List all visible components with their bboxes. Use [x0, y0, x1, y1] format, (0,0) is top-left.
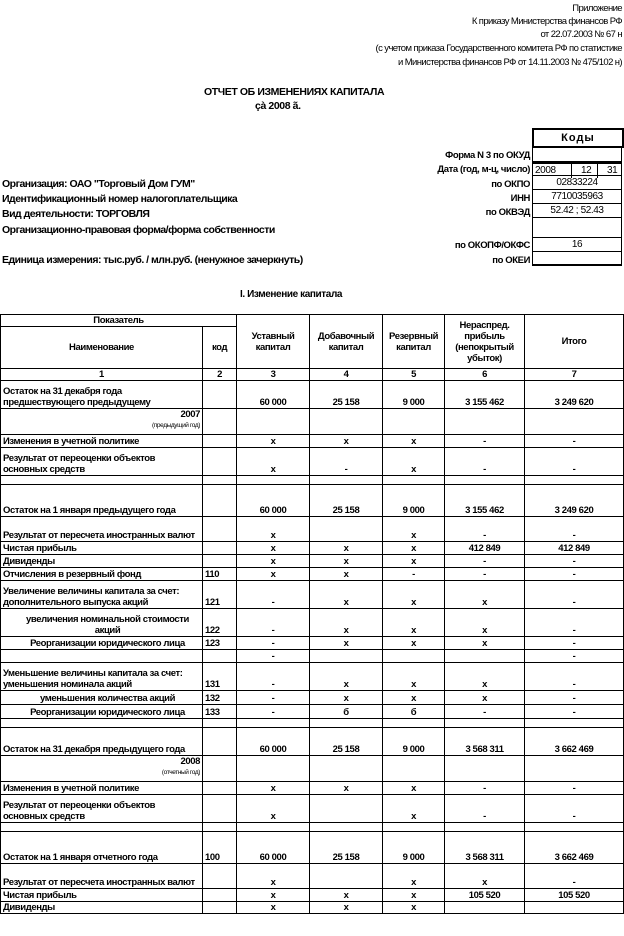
row-value: х — [310, 555, 383, 568]
row-code — [203, 650, 237, 663]
row-value: х — [237, 795, 310, 823]
row-value: х — [383, 864, 445, 889]
row-value: 60 000 — [237, 728, 310, 756]
row-value: 60 000 — [237, 381, 310, 409]
row-name: Чистая прибыль — [1, 889, 203, 902]
row-value — [525, 719, 624, 728]
table-row — [1, 581, 624, 609]
row-value — [237, 756, 310, 782]
row-value — [383, 756, 445, 782]
row-value — [383, 719, 445, 728]
org-unit: Единица измерения: тыс.руб. / млн.руб. (ненужное зачеркнуть) — [2, 254, 303, 266]
row-value: 9 000 — [383, 728, 445, 756]
table-row — [1, 691, 624, 705]
label-okud: Форма N 3 по ОКУД — [445, 150, 530, 161]
row-code: 131 — [203, 663, 237, 691]
org-name: Организация: ОАО "Торговый Дом ГУМ" — [2, 178, 195, 190]
row-value: х — [383, 691, 445, 705]
row-code — [203, 435, 237, 448]
codes-box — [532, 128, 622, 268]
row-value — [525, 409, 624, 435]
row-value — [237, 823, 310, 832]
row-value: - — [525, 691, 624, 705]
row-value: х — [237, 555, 310, 568]
row-value: х — [310, 691, 383, 705]
row-value: - — [237, 609, 310, 637]
row-name — [1, 650, 203, 663]
row-value: х — [310, 609, 383, 637]
row-value: 3 568 311 — [445, 832, 525, 864]
row-code — [203, 782, 237, 795]
row-code — [203, 381, 237, 409]
row-name: Дивиденды — [1, 555, 203, 568]
code-date — [532, 162, 622, 176]
row-code — [203, 409, 237, 435]
col-header-code: код — [203, 327, 237, 369]
appendix-line-3: от 22.07.2003 № 67 н — [540, 29, 622, 40]
table-row — [1, 517, 624, 542]
org-tax-id-label: Идентификационный номер налогоплательщика — [2, 193, 238, 205]
row-value: х — [237, 568, 310, 581]
appendix-line-4: (с учетом приказа Государственного комитета РФ по статистике — [375, 43, 622, 54]
group-header: Показатель — [1, 315, 237, 327]
row-value — [310, 517, 383, 542]
row-value: 3 662 469 — [525, 832, 624, 864]
row-code: 123 — [203, 637, 237, 650]
row-value — [445, 476, 525, 485]
row-name: Дивиденды — [1, 902, 203, 914]
table-row — [1, 756, 624, 782]
row-code — [203, 555, 237, 568]
row-value: - — [525, 435, 624, 448]
row-value: - — [445, 517, 525, 542]
capital-changes-table — [0, 314, 624, 914]
row-value — [445, 719, 525, 728]
row-value: х — [237, 902, 310, 914]
row-name: Остаток на 31 декабря предыдущего года — [1, 728, 203, 756]
row-code: 121 — [203, 581, 237, 609]
row-value — [310, 476, 383, 485]
table-row — [1, 476, 624, 485]
table-row — [1, 609, 624, 637]
row-value: 9 000 — [383, 381, 445, 409]
row-value: - — [525, 650, 624, 663]
row-name — [1, 719, 203, 728]
row-name — [1, 409, 203, 435]
row-value: х — [237, 448, 310, 476]
row-value: - — [383, 568, 445, 581]
row-code — [203, 795, 237, 823]
label-okpo: по ОКПО — [491, 179, 530, 190]
row-value: - — [445, 795, 525, 823]
report-period: çà 2008 ã. — [255, 100, 301, 112]
row-value: х — [310, 889, 383, 902]
row-name: Результат от пересчета иностранных валют — [1, 864, 203, 889]
row-name — [1, 756, 203, 782]
table-row — [1, 782, 624, 795]
col-number: 3 — [237, 369, 310, 381]
row-value: - — [525, 782, 624, 795]
org-activity: Вид деятельности: ТОРГОВЛЯ — [2, 208, 150, 220]
table-row — [1, 663, 624, 691]
row-name: уменьшения количества акций — [1, 691, 203, 705]
row-value: 412 849 — [445, 542, 525, 555]
report-title: ОТЧЕТ ОБ ИЗМЕНЕНИЯХ КАПИТАЛА — [204, 86, 385, 98]
table-row — [1, 823, 624, 832]
row-value: х — [383, 782, 445, 795]
row-value: - — [445, 568, 525, 581]
col-number: 6 — [445, 369, 525, 381]
row-value: - — [237, 705, 310, 719]
row-value — [525, 476, 624, 485]
row-value — [525, 756, 624, 782]
table-row — [1, 381, 624, 409]
row-code — [203, 542, 237, 555]
date-year: 2008 — [535, 165, 556, 176]
col-header-additional: Добавочный капитал — [310, 315, 383, 369]
row-value: - — [445, 435, 525, 448]
table-row — [1, 568, 624, 581]
row-value: х — [383, 555, 445, 568]
year-label: 2007 — [180, 409, 200, 420]
label-inn: ИНН — [510, 193, 530, 204]
row-code — [203, 448, 237, 476]
date-month: 12 — [581, 165, 592, 176]
row-name: Реорганизации юридического лица — [1, 637, 203, 650]
codes-header: Коды — [532, 128, 624, 148]
row-name: Изменения в учетной политике — [1, 435, 203, 448]
col-number: 1 — [1, 369, 203, 381]
table-row — [1, 705, 624, 719]
row-name: Результат от переоценки объектов основных средств — [1, 448, 203, 476]
label-okei: по ОКЕИ — [492, 255, 530, 266]
row-value: 60 000 — [237, 832, 310, 864]
row-code: 110 — [203, 568, 237, 581]
row-value: х — [383, 637, 445, 650]
row-value — [310, 409, 383, 435]
year-sublabel: (отчетный год) — [161, 769, 200, 776]
table-row — [1, 728, 624, 756]
row-value: - — [445, 782, 525, 795]
row-value: 3 155 462 — [445, 485, 525, 517]
row-value: - — [445, 705, 525, 719]
row-value: х — [383, 663, 445, 691]
row-value: х — [383, 795, 445, 823]
col-header-reserve: Резервный капитал — [383, 315, 445, 369]
row-value: - — [237, 663, 310, 691]
table-row — [1, 889, 624, 902]
row-value — [237, 409, 310, 435]
row-value: - — [445, 555, 525, 568]
row-value: б — [383, 705, 445, 719]
row-value: - — [525, 568, 624, 581]
table-row — [1, 409, 624, 435]
table-row — [1, 542, 624, 555]
date-day: 31 — [607, 165, 618, 176]
row-code: 132 — [203, 691, 237, 705]
row-value — [310, 795, 383, 823]
row-value: - — [525, 517, 624, 542]
row-name: Отчисления в резервный фонд — [1, 568, 203, 581]
row-code — [203, 864, 237, 889]
year-label: 2008 — [180, 756, 200, 767]
row-value: х — [310, 542, 383, 555]
row-value: - — [310, 448, 383, 476]
row-value: х — [383, 542, 445, 555]
col-number-row — [1, 369, 624, 381]
row-value: - — [237, 581, 310, 609]
row-value: 105 520 — [445, 889, 525, 902]
row-value: 412 849 — [525, 542, 624, 555]
row-value — [445, 823, 525, 832]
row-value — [310, 823, 383, 832]
row-value: х — [445, 864, 525, 889]
row-value: 25 158 — [310, 485, 383, 517]
code-blank — [532, 218, 622, 238]
code-form — [532, 148, 622, 162]
year-sublabel: (предыдущий год) — [152, 422, 200, 429]
table-row — [1, 902, 624, 914]
row-value: - — [525, 448, 624, 476]
row-value — [310, 756, 383, 782]
row-value: 105 520 — [525, 889, 624, 902]
row-code — [203, 889, 237, 902]
row-name: Остаток на 1 января предыдущего года — [1, 485, 203, 517]
row-value: х — [310, 568, 383, 581]
col-number: 2 — [203, 369, 237, 381]
row-code — [203, 517, 237, 542]
row-value — [383, 823, 445, 832]
row-value: 3 249 620 — [525, 381, 624, 409]
row-value: х — [237, 435, 310, 448]
row-name: Остаток на 1 января отчетного года — [1, 832, 203, 864]
row-value: х — [383, 517, 445, 542]
row-value: - — [525, 864, 624, 889]
row-code — [203, 756, 237, 782]
row-value: х — [383, 435, 445, 448]
row-value: х — [383, 609, 445, 637]
row-value: 3 249 620 — [525, 485, 624, 517]
col-header-name: Наименование — [1, 327, 203, 369]
row-value — [445, 902, 525, 914]
row-value: - — [525, 555, 624, 568]
row-value — [310, 864, 383, 889]
row-value — [310, 719, 383, 728]
row-value: - — [237, 650, 310, 663]
table-row — [1, 448, 624, 476]
row-value: х — [445, 637, 525, 650]
row-value: - — [525, 581, 624, 609]
appendix-line-5: и Министерства финансов РФ от 14.11.2003 № 475/102 н) — [397, 57, 622, 68]
table-row — [1, 650, 624, 663]
row-code — [203, 728, 237, 756]
row-name: Изменения в учетной политике — [1, 782, 203, 795]
code-okved: 52.42 ; 52.43 — [532, 204, 622, 218]
row-name: увеличения номинальной стоимости акций — [1, 609, 203, 637]
table-row — [1, 795, 624, 823]
row-value: - — [237, 637, 310, 650]
row-value: - — [525, 705, 624, 719]
row-value: - — [445, 448, 525, 476]
row-value: х — [445, 581, 525, 609]
row-value — [310, 650, 383, 663]
table-row — [1, 719, 624, 728]
row-value: - — [525, 609, 624, 637]
col-header-authorized: Уставный капитал — [237, 315, 310, 369]
row-value — [445, 756, 525, 782]
appendix-line-2: К приказу Министерства финансов РФ — [471, 16, 622, 27]
row-value: - — [237, 691, 310, 705]
label-okopf: по ОКОПФ/ОКФС — [454, 240, 530, 251]
appendix-line-1: Приложение — [572, 3, 622, 14]
row-value — [525, 823, 624, 832]
row-value: х — [237, 782, 310, 795]
table-row — [1, 864, 624, 889]
row-name — [1, 476, 203, 485]
row-value: 25 158 — [310, 381, 383, 409]
row-value: 3 155 462 — [445, 381, 525, 409]
row-code — [203, 485, 237, 517]
row-value — [237, 719, 310, 728]
row-name: Уменьшение величины капитала за счет: уменьшения номинала акций — [1, 663, 203, 691]
table-row — [1, 555, 624, 568]
row-value: х — [310, 782, 383, 795]
row-name: Реорганизации юридического лица — [1, 705, 203, 719]
label-date: Дата (год, м-ц, число) — [437, 164, 530, 175]
table-row — [1, 637, 624, 650]
row-code — [203, 823, 237, 832]
row-value: х — [310, 637, 383, 650]
row-value: х — [310, 663, 383, 691]
row-value: 3 568 311 — [445, 728, 525, 756]
row-value: 60 000 — [237, 485, 310, 517]
row-name: Остаток на 31 декабря года предшествующего предыдущему — [1, 381, 203, 409]
row-value — [383, 650, 445, 663]
row-value: - — [525, 663, 624, 691]
table-row — [1, 832, 624, 864]
org-legal-form: Организационно-правовая форма/форма собственности — [2, 224, 275, 236]
row-value — [525, 902, 624, 914]
row-value: х — [445, 609, 525, 637]
col-header-total: Итого — [525, 315, 624, 369]
code-okpo: 02833224 — [532, 176, 622, 190]
row-value: х — [237, 864, 310, 889]
code-okei — [532, 252, 622, 266]
row-value — [445, 409, 525, 435]
row-value: х — [310, 435, 383, 448]
row-code: 122 — [203, 609, 237, 637]
row-value: х — [383, 889, 445, 902]
row-value: б — [310, 705, 383, 719]
row-value: х — [383, 902, 445, 914]
row-value: х — [237, 889, 310, 902]
row-value: 9 000 — [383, 485, 445, 517]
col-number: 5 — [383, 369, 445, 381]
table-row — [1, 485, 624, 517]
row-value: х — [237, 517, 310, 542]
code-okopf: 16 — [532, 238, 622, 252]
row-value: х — [445, 663, 525, 691]
label-okved: по ОКВЭД — [485, 207, 530, 218]
row-value: 3 662 469 — [525, 728, 624, 756]
col-header-retained: Нераспред. прибыль (непокрытый убыток) — [445, 315, 525, 369]
row-name: Чистая прибыль — [1, 542, 203, 555]
col-number: 7 — [525, 369, 624, 381]
row-code: 133 — [203, 705, 237, 719]
row-value: х — [383, 448, 445, 476]
row-value: 9 000 — [383, 832, 445, 864]
code-inn: 7710035963 — [532, 190, 622, 204]
row-code — [203, 902, 237, 914]
row-value — [383, 476, 445, 485]
row-value — [445, 650, 525, 663]
row-value: - — [525, 795, 624, 823]
row-value: 25 158 — [310, 832, 383, 864]
row-value — [237, 476, 310, 485]
row-name: Результат от пересчета иностранных валют — [1, 517, 203, 542]
row-code — [203, 719, 237, 728]
col-number: 4 — [310, 369, 383, 381]
row-code — [203, 476, 237, 485]
row-name — [1, 823, 203, 832]
row-value: х — [310, 902, 383, 914]
table-row — [1, 435, 624, 448]
row-value: 25 158 — [310, 728, 383, 756]
section-title: I. Изменение капитала — [240, 289, 343, 300]
row-value: х — [237, 542, 310, 555]
row-value — [383, 409, 445, 435]
row-value: х — [445, 691, 525, 705]
row-value: х — [383, 581, 445, 609]
row-name: Результат от переоценки объектов основных средств — [1, 795, 203, 823]
row-code: 100 — [203, 832, 237, 864]
row-name: Увеличение величины капитала за счет: дополнительного выпуска акций — [1, 581, 203, 609]
row-value: х — [310, 581, 383, 609]
row-value: - — [525, 637, 624, 650]
